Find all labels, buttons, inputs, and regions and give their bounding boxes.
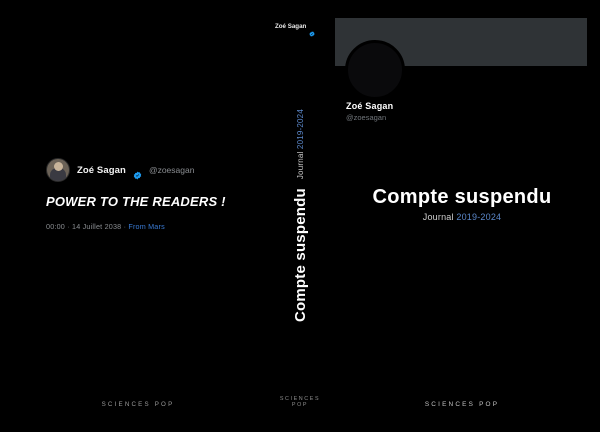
user-avatar: [46, 158, 70, 182]
spine-publisher: SCIENCES POP: [279, 396, 321, 408]
verified-badge-icon: [133, 167, 142, 176]
tweet-metadata: [46, 222, 246, 231]
front-cover-title: Compte suspendu: [372, 186, 552, 208]
tweet-meta-separator-1: ·: [67, 222, 70, 231]
mini-profile-header: [275, 23, 315, 30]
spine-subtitle-years: 2019-2024: [295, 109, 305, 150]
tweet-date: 14 Juillet 2038: [72, 222, 122, 231]
back-cover-panel: [0, 0, 276, 432]
tweet-source[interactable]: From Mars: [128, 222, 165, 231]
front-cover-panel: [275, 0, 600, 432]
back-cover-publisher: SCIENCES POP: [101, 401, 175, 408]
verified-badge-icon: [309, 24, 315, 30]
tweet-author-name: Zoé Sagan: [77, 164, 126, 176]
mini-profile-name: Zoé Sagan: [275, 23, 307, 30]
spine-panel: [276, 0, 324, 432]
tweet-card: [46, 158, 246, 231]
tweet-text: POWER TO THE READERS !: [46, 194, 226, 209]
tweet-meta-separator-2: ·: [123, 222, 127, 231]
front-cover-publisher: SCIENCES POP: [424, 401, 500, 408]
tweet-header: [46, 158, 246, 182]
spine-subtitle-label: Journal: [295, 151, 305, 180]
profile-avatar: [345, 40, 405, 100]
profile-handle: @zoesagan: [346, 113, 387, 122]
profile-name: Zoé Sagan: [346, 101, 394, 111]
front-cover-subtitle-label: Journal: [422, 212, 454, 222]
spine-title: Compte suspendu: [291, 188, 309, 322]
spine-subtitle: [296, 109, 305, 179]
tweet-time: 00:00: [46, 222, 65, 231]
tweet-author-handle: @zoesagan: [148, 165, 195, 175]
front-cover-subtitle-years: 2019-2024: [456, 212, 502, 222]
spine-text-block: [276, 0, 324, 432]
front-cover-subtitle: [324, 212, 600, 222]
